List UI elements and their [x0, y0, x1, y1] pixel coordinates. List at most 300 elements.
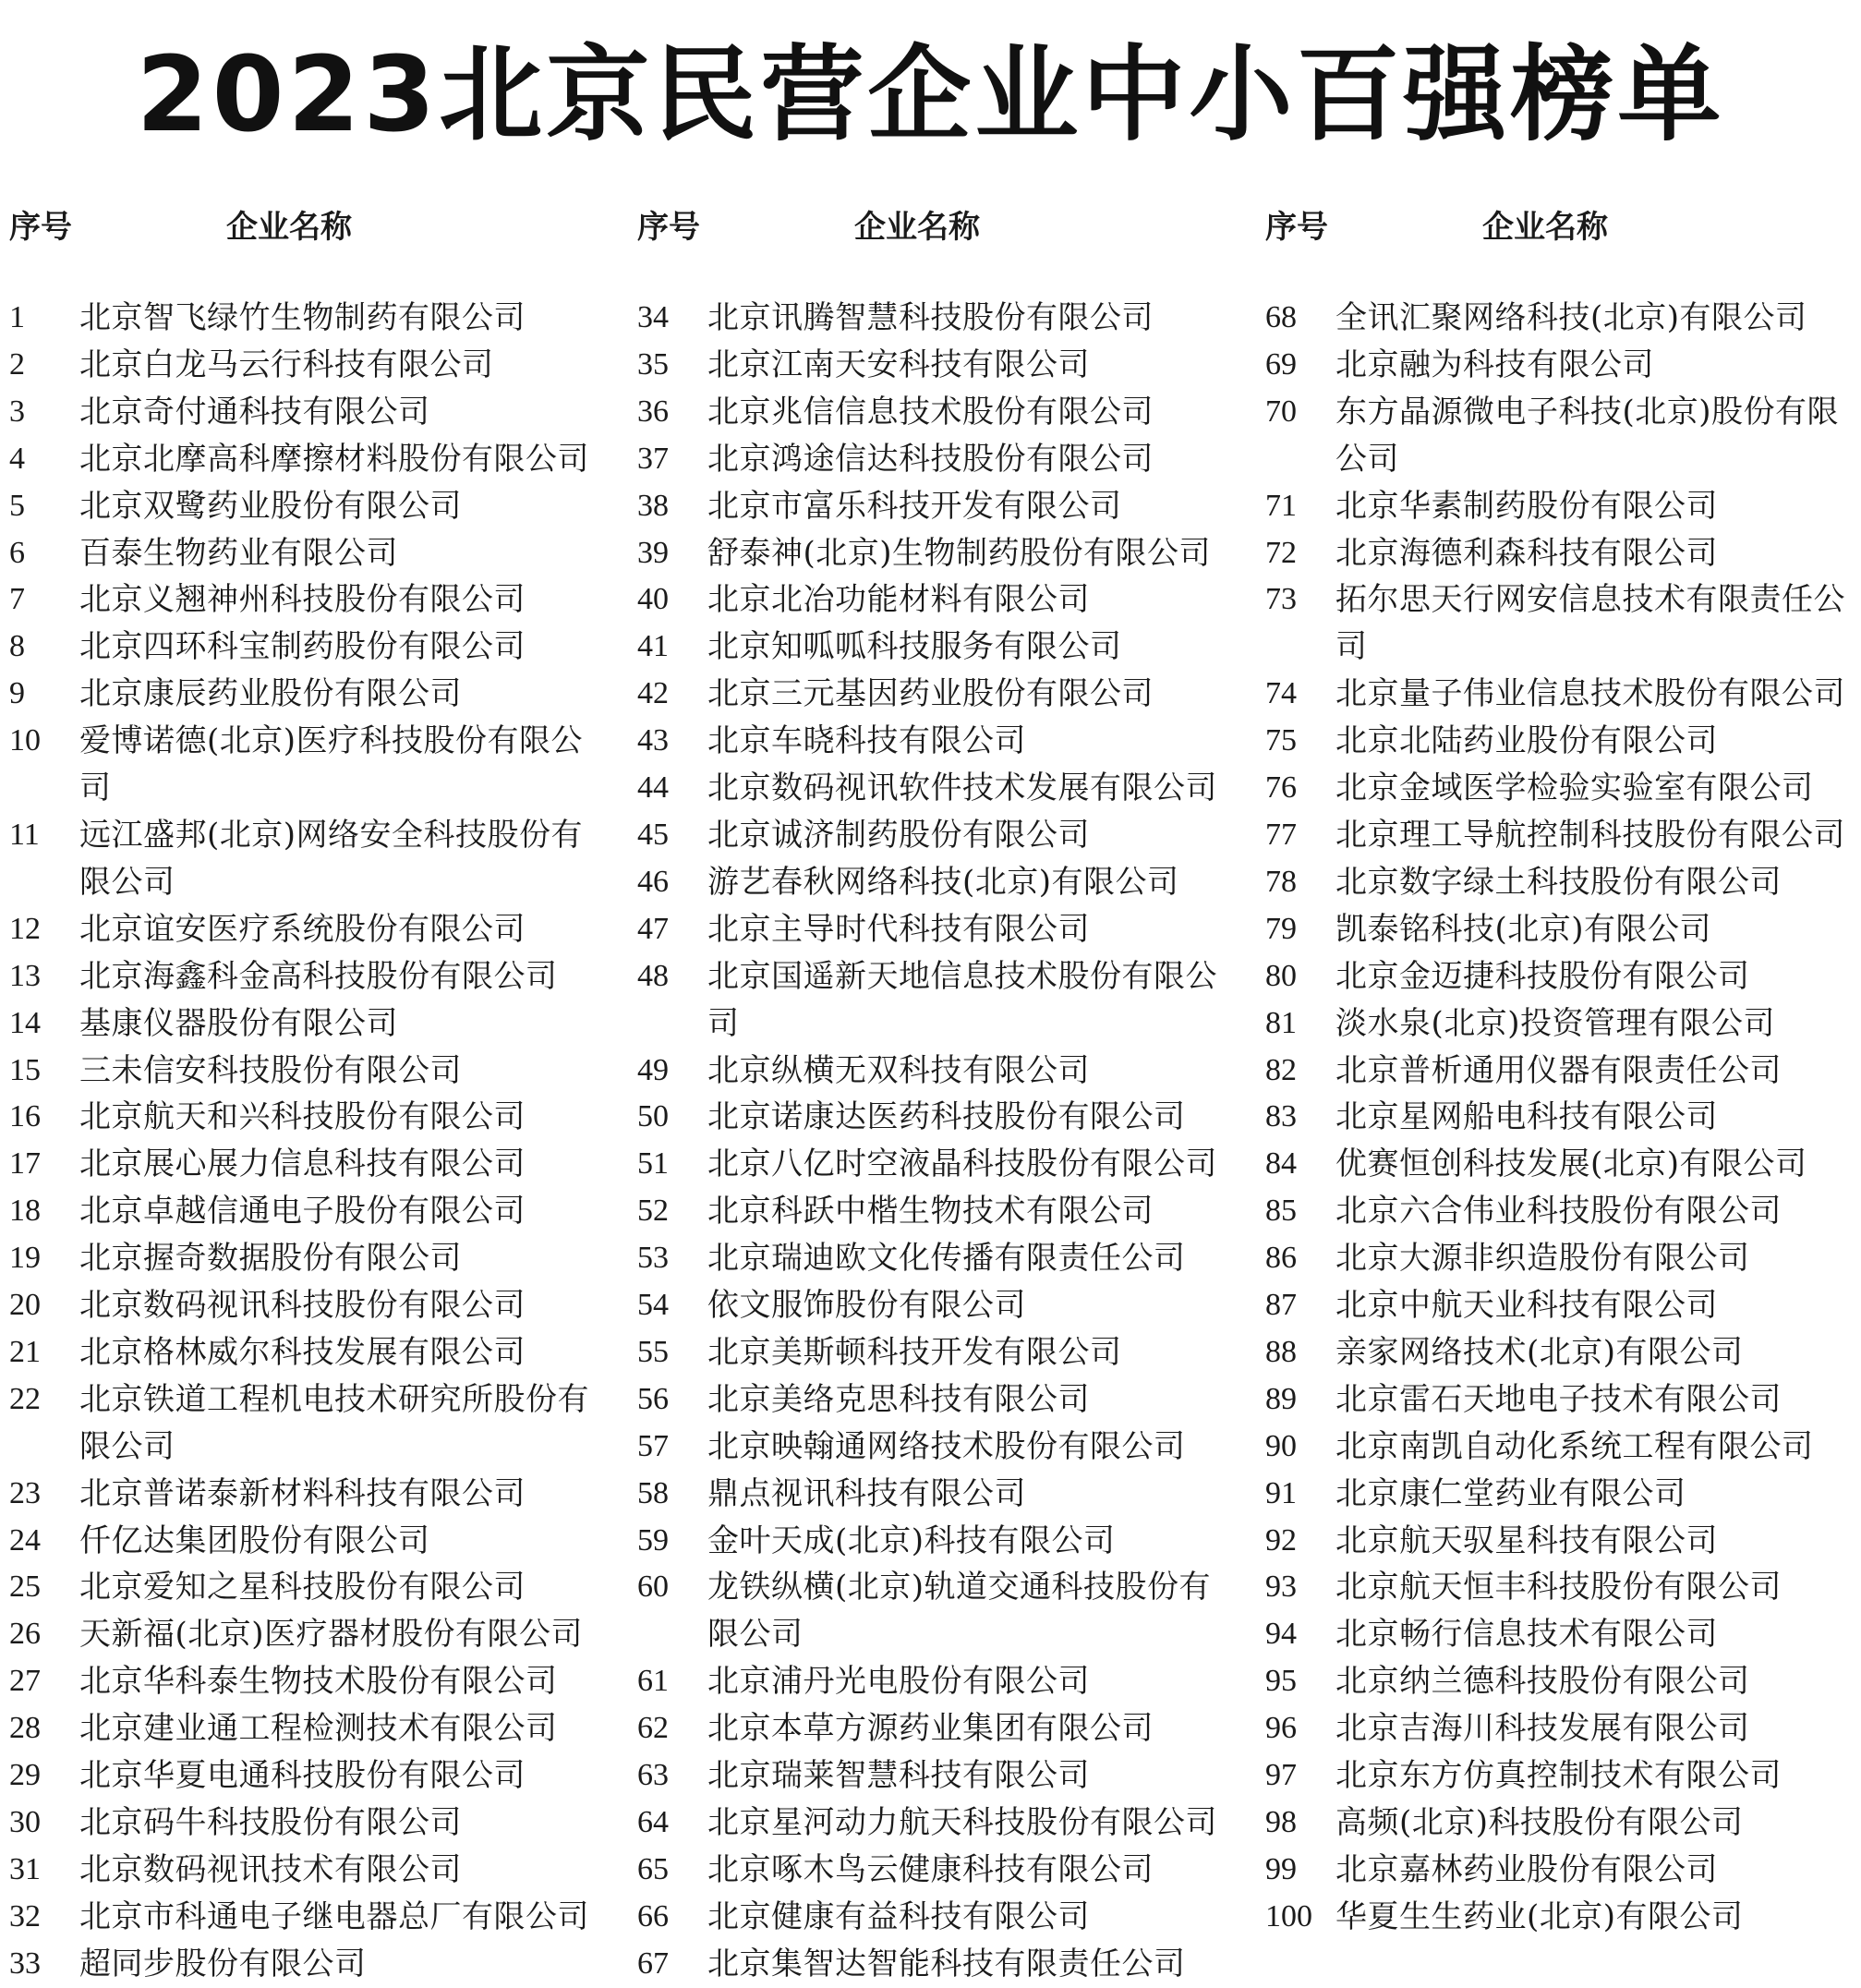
ranking-row: [637, 1282, 1228, 1329]
company-name: 亲家网络技术(北京)有限公司: [1335, 1333, 1744, 1371]
company-name: 北京六合伟业科技股份有限公司: [1335, 1193, 1782, 1230]
rank-number: 49: [637, 1052, 669, 1087]
ranking-row: [1265, 1564, 1856, 1611]
header-company-name: 企业名称: [854, 209, 980, 246]
ranking-row: [1265, 1000, 1856, 1048]
ranking-row: [637, 1894, 1228, 1941]
rank-number: 46: [637, 864, 669, 899]
company-name: 北京量子伟业信息技术股份有限公司: [1335, 675, 1845, 713]
ranking-row: [9, 1564, 600, 1611]
rank-number: 66: [637, 1898, 669, 1933]
company-name: 北京雷石天地电子技术有限公司: [1335, 1380, 1782, 1418]
ranking-row: [1265, 671, 1856, 718]
ranking-column-2: [637, 203, 1228, 1982]
rank-number: 95: [1265, 1664, 1297, 1699]
rank-number: 30: [9, 1805, 41, 1839]
rank-number: 52: [637, 1194, 669, 1229]
ranking-row: [1265, 765, 1856, 812]
company-name: 爱博诺德(北京)医疗科技股份有限公司: [79, 722, 584, 807]
company-name: 北京映翰通网络技术股份有限公司: [707, 1427, 1186, 1465]
ranking-row: [637, 1235, 1228, 1282]
rank-number: 70: [1265, 394, 1297, 429]
rank-number: 22: [9, 1381, 41, 1416]
company-name: 北京本草方源药业集团有限公司: [707, 1710, 1154, 1748]
rank-number: 32: [9, 1898, 41, 1933]
ranking-row: [9, 1611, 600, 1658]
rank-number: 41: [637, 629, 669, 664]
rank-number: 83: [1265, 1099, 1297, 1134]
company-name: 北京大源非织造股份有限公司: [1335, 1240, 1750, 1278]
header-serial-number: 序号: [9, 209, 72, 246]
company-name: 北京航天恒丰科技股份有限公司: [1335, 1569, 1782, 1606]
ranking-row: [637, 1705, 1228, 1752]
rank-number: 33: [9, 1946, 41, 1981]
ranking-row: [9, 1329, 600, 1376]
header-serial-number: 序号: [637, 209, 700, 246]
rank-number: 100: [1265, 1898, 1312, 1933]
company-name: 北京星网船电科技有限公司: [1335, 1098, 1718, 1136]
rank-number: 99: [1265, 1851, 1297, 1886]
rank-number: 8: [9, 629, 25, 664]
rank-number: 67: [637, 1946, 669, 1981]
rank-number: 76: [1265, 770, 1297, 806]
company-name: 东方晶源微电子科技(北京)股份有限公司: [1335, 393, 1840, 478]
ranking-row: [637, 1376, 1228, 1424]
rank-number: 96: [1265, 1711, 1297, 1746]
rank-number: 29: [9, 1758, 41, 1793]
rank-number: 35: [637, 346, 669, 382]
company-name: 北京瑞迪欧文化传播有限责任公司: [707, 1240, 1186, 1278]
ranking-row: [9, 953, 600, 1000]
ranking-row: [9, 483, 600, 530]
company-name: 北京纵横无双科技有限公司: [707, 1051, 1090, 1089]
rank-number: 77: [1265, 817, 1297, 852]
company-name: 仟亿达集团股份有限公司: [79, 1521, 430, 1559]
company-name: 基康仪器股份有限公司: [79, 1004, 398, 1042]
company-name: 北京普诺泰新材料科技有限公司: [79, 1474, 526, 1512]
ranking-row: [9, 1141, 600, 1188]
rank-number: 31: [9, 1851, 41, 1886]
company-name: 北京康辰药业股份有限公司: [79, 675, 462, 713]
header-company-name: 企业名称: [226, 209, 352, 246]
company-name: 北京华夏电通科技股份有限公司: [79, 1757, 526, 1795]
company-name: 北京市富乐科技开发有限公司: [707, 487, 1122, 525]
company-name: 依文服饰股份有限公司: [707, 1287, 1026, 1325]
company-name: 北京展心展力信息科技有限公司: [79, 1146, 526, 1183]
rank-number: 26: [9, 1617, 41, 1652]
ranking-row: [1265, 1800, 1856, 1847]
rank-number: 25: [9, 1570, 41, 1605]
ranking-row: [1265, 342, 1856, 389]
company-name: 北京健康有益科技有限公司: [707, 1897, 1090, 1935]
rank-number: 3: [9, 394, 25, 429]
ranking-row: [637, 718, 1228, 765]
company-name: 北京航天驭星科技有限公司: [1335, 1521, 1718, 1559]
company-name: 华夏生生药业(北京)有限公司: [1335, 1897, 1744, 1935]
ranking-column-1: [9, 203, 600, 1982]
ranking-row: [1265, 1282, 1856, 1329]
ranking-row: [9, 1000, 600, 1048]
rank-number: 21: [9, 1334, 41, 1369]
company-name: 北京握奇数据股份有限公司: [79, 1240, 462, 1278]
company-name: 北京华科泰生物技术股份有限公司: [79, 1663, 558, 1701]
ranking-row: [637, 1518, 1228, 1565]
ranking-row: [637, 483, 1228, 530]
rank-number: 2: [9, 346, 25, 382]
company-name: 北京星河动力航天科技股份有限公司: [707, 1804, 1217, 1841]
ranking-row: [9, 530, 600, 577]
company-name: 超同步股份有限公司: [79, 1945, 367, 1982]
company-name: 北京八亿时空液晶科技股份有限公司: [707, 1146, 1217, 1183]
company-name: 北京码牛科技股份有限公司: [79, 1804, 462, 1841]
company-name: 北京鸿途信达科技股份有限公司: [707, 440, 1154, 478]
company-name: 北京奇付通科技有限公司: [79, 393, 430, 430]
ranking-row: [9, 1048, 600, 1095]
company-name: 北京北冶功能材料有限公司: [707, 581, 1090, 619]
rank-number: 71: [1265, 488, 1297, 523]
rank-number: 19: [9, 1241, 41, 1276]
ranking-row: [1265, 389, 1856, 483]
column-header: [637, 203, 1228, 251]
rank-number: 79: [1265, 911, 1297, 946]
rank-number: 84: [1265, 1146, 1297, 1182]
rank-number: 87: [1265, 1288, 1297, 1323]
company-name: 北京科跃中楷生物技术有限公司: [707, 1193, 1154, 1230]
company-name: 北京主导时代科技有限公司: [707, 910, 1090, 948]
rank-number: 42: [637, 676, 669, 711]
ranking-row: [1265, 859, 1856, 906]
rank-number: 54: [637, 1288, 669, 1323]
ranking-row: [1265, 953, 1856, 1000]
ranking-row: [9, 812, 600, 906]
company-name: 优赛恒创科技发展(北京)有限公司: [1335, 1146, 1807, 1183]
company-name: 北京江南天安科技有限公司: [707, 345, 1090, 383]
ranking-row: [9, 718, 600, 812]
ranking-row: [1265, 1471, 1856, 1518]
ranking-row: [1265, 1847, 1856, 1894]
company-name: 北京义翘神州科技股份有限公司: [79, 581, 526, 619]
ranking-row: [9, 1800, 600, 1847]
ranking-row: [637, 1752, 1228, 1800]
company-name: 三未信安科技股份有限公司: [79, 1051, 462, 1089]
ranking-row: [637, 530, 1228, 577]
rank-number: 59: [637, 1522, 669, 1558]
rank-number: 92: [1265, 1522, 1297, 1558]
company-name: 北京啄木鸟云健康科技有限公司: [707, 1850, 1154, 1888]
ranking-row: [1265, 295, 1856, 342]
ranking-row: [637, 1329, 1228, 1376]
company-name: 北京格林威尔科技发展有限公司: [79, 1333, 526, 1371]
ranking-row: [637, 436, 1228, 483]
ranking-row: [637, 953, 1228, 1048]
rank-number: 17: [9, 1146, 41, 1182]
ranking-row: [1265, 1094, 1856, 1141]
ranking-row: [1265, 1518, 1856, 1565]
rank-number: 40: [637, 582, 669, 617]
ranking-row: [9, 389, 600, 436]
ranking-row: [1265, 1424, 1856, 1471]
ranking-row: [637, 765, 1228, 812]
rank-number: 86: [1265, 1241, 1297, 1276]
rank-number: 24: [9, 1522, 41, 1558]
ranking-row: [9, 295, 600, 342]
column-header: [1265, 203, 1856, 251]
rank-number: 4: [9, 441, 25, 476]
rank-number: 56: [637, 1381, 669, 1416]
company-name: 北京兆信信息技术股份有限公司: [707, 393, 1154, 430]
ranking-row: [1265, 1705, 1856, 1752]
ranking-row: [9, 1941, 600, 1988]
ranking-row: [1265, 483, 1856, 530]
ranking-row: [1265, 1658, 1856, 1705]
rank-number: 63: [637, 1758, 669, 1793]
company-name: 百泰生物药业有限公司: [79, 534, 398, 572]
rank-number: 58: [637, 1475, 669, 1510]
header-serial-number: 序号: [1265, 209, 1328, 246]
ranking-row: [9, 1705, 600, 1752]
rank-number: 78: [1265, 864, 1297, 899]
company-name: 北京金迈捷科技股份有限公司: [1335, 957, 1750, 995]
company-name: 鼎点视讯科技有限公司: [707, 1474, 1026, 1512]
company-name: 北京嘉林药业股份有限公司: [1335, 1850, 1718, 1888]
rank-number: 27: [9, 1664, 41, 1699]
company-name: 北京美斯顿科技开发有限公司: [707, 1333, 1122, 1371]
company-name: 凯泰铭科技(北京)有限公司: [1335, 910, 1712, 948]
company-name: 高频(北京)科技股份有限公司: [1335, 1804, 1744, 1841]
ranking-row: [637, 1141, 1228, 1188]
company-name: 北京讯腾智慧科技股份有限公司: [707, 299, 1154, 336]
company-name: 北京白龙马云行科技有限公司: [79, 345, 494, 383]
ranking-row: [637, 295, 1228, 342]
rank-number: 82: [1265, 1052, 1297, 1087]
ranking-row: [637, 576, 1228, 624]
ranking-row: [1265, 906, 1856, 953]
rank-number: 85: [1265, 1194, 1297, 1229]
ranking-row: [1265, 576, 1856, 671]
rank-number: 97: [1265, 1758, 1297, 1793]
company-name: 金叶天成(北京)科技有限公司: [707, 1521, 1116, 1559]
company-name: 北京市科通电子继电器总厂有限公司: [79, 1897, 589, 1935]
rank-number: 81: [1265, 1005, 1297, 1040]
rank-number: 61: [637, 1664, 669, 1699]
ranking-row: [1265, 1894, 1856, 1941]
rank-number: 73: [1265, 582, 1297, 617]
rank-number: 75: [1265, 723, 1297, 758]
company-name: 淡水泉(北京)投资管理有限公司: [1335, 1004, 1776, 1042]
rank-number: 48: [637, 958, 669, 993]
rank-number: 53: [637, 1241, 669, 1276]
rank-number: 65: [637, 1851, 669, 1886]
rank-number: 1: [9, 300, 25, 334]
ranking-row: [9, 1518, 600, 1565]
rank-number: 94: [1265, 1617, 1297, 1652]
company-name: 北京双鹭药业股份有限公司: [79, 487, 462, 525]
ranking-row: [1265, 1235, 1856, 1282]
company-name: 北京畅行信息技术有限公司: [1335, 1616, 1718, 1654]
ranking-row: [637, 1188, 1228, 1235]
rank-number: 55: [637, 1334, 669, 1369]
ranking-row: [637, 1094, 1228, 1141]
ranking-row: [637, 1658, 1228, 1705]
rank-number: 90: [1265, 1428, 1297, 1463]
rank-number: 62: [637, 1711, 669, 1746]
company-name: 北京爱知之星科技股份有限公司: [79, 1569, 526, 1606]
company-name: 北京中航天业科技有限公司: [1335, 1287, 1718, 1325]
rank-number: 74: [1265, 676, 1297, 711]
ranking-row: [637, 1471, 1228, 1518]
company-name: 北京数码视讯软件技术发展有限公司: [707, 770, 1217, 807]
ranking-row: [9, 1847, 600, 1894]
rank-number: 6: [9, 535, 25, 570]
company-name: 北京浦丹光电股份有限公司: [707, 1663, 1090, 1701]
company-name: 北京诺康达医药科技股份有限公司: [707, 1098, 1186, 1136]
ranking-row: [9, 436, 600, 483]
company-name: 北京诚济制药股份有限公司: [707, 816, 1090, 854]
company-name: 北京知呱呱科技服务有限公司: [707, 628, 1122, 666]
company-name: 北京数码视讯科技股份有限公司: [79, 1287, 526, 1325]
rank-number: 11: [9, 817, 40, 852]
ranking-row: [1265, 1329, 1856, 1376]
ranking-row: [637, 1800, 1228, 1847]
ranking-row: [9, 342, 600, 389]
rank-number: 68: [1265, 300, 1297, 334]
ranking-row: [637, 342, 1228, 389]
rank-number: 64: [637, 1805, 669, 1839]
rank-number: 15: [9, 1052, 41, 1087]
rank-number: 43: [637, 723, 669, 758]
company-name: 游艺春秋网络科技(北京)有限公司: [707, 863, 1179, 901]
ranking-column-3: [1265, 203, 1856, 1935]
ranking-row: [1265, 530, 1856, 577]
rank-number: 5: [9, 488, 25, 523]
rank-number: 93: [1265, 1570, 1297, 1605]
rank-number: 23: [9, 1475, 41, 1510]
ranking-row: [1265, 1376, 1856, 1424]
company-name: 舒泰神(北京)生物制药股份有限公司: [707, 534, 1212, 572]
company-name: 北京华素制药股份有限公司: [1335, 487, 1718, 525]
company-name: 北京理工导航控制科技股份有限公司: [1335, 816, 1845, 854]
company-name: 北京南凯自动化系统工程有限公司: [1335, 1427, 1814, 1465]
rank-number: 44: [637, 770, 669, 806]
rank-number: 38: [637, 488, 669, 523]
ranking-list: [637, 295, 1228, 1988]
company-name: 北京国遥新天地信息技术股份有限公司: [707, 957, 1217, 1042]
rank-number: 10: [9, 723, 41, 758]
ranking-row: [637, 1941, 1228, 1988]
ranking-row: [637, 389, 1228, 436]
ranking-row: [1265, 1141, 1856, 1188]
rank-number: 51: [637, 1146, 669, 1182]
rank-number: 98: [1265, 1805, 1297, 1839]
rank-number: 57: [637, 1428, 669, 1463]
company-name: 北京卓越信通电子股份有限公司: [79, 1193, 526, 1230]
ranking-row: [9, 1376, 600, 1471]
ranking-row: [1265, 718, 1856, 765]
ranking-row: [9, 1188, 600, 1235]
company-name: 远江盛邦(北京)网络安全科技股份有限公司: [79, 816, 584, 901]
company-name: 北京集智达智能科技有限责任公司: [707, 1945, 1186, 1982]
company-name: 北京东方仿真控制技术有限公司: [1335, 1757, 1782, 1795]
ranking-row: [637, 859, 1228, 906]
ranking-row: [637, 1048, 1228, 1095]
rank-number: 88: [1265, 1334, 1297, 1369]
company-name: 北京航天和兴科技股份有限公司: [79, 1098, 526, 1136]
company-name: 北京车晓科技有限公司: [707, 722, 1026, 760]
company-name: 北京谊安医疗系统股份有限公司: [79, 910, 526, 948]
company-name: 北京美络克思科技有限公司: [707, 1380, 1090, 1418]
rank-number: 16: [9, 1099, 41, 1134]
company-name: 拓尔思天行网安信息技术有限责任公司: [1335, 581, 1845, 666]
rank-number: 72: [1265, 535, 1297, 570]
rank-number: 12: [9, 911, 41, 946]
company-name: 北京瑞莱智慧科技有限公司: [707, 1757, 1090, 1795]
rank-number: 80: [1265, 958, 1297, 993]
company-name: 北京吉海川科技发展有限公司: [1335, 1710, 1750, 1748]
rank-number: 89: [1265, 1381, 1297, 1416]
ranking-row: [637, 1424, 1228, 1471]
company-name: 北京普析通用仪器有限责任公司: [1335, 1051, 1782, 1089]
rank-number: 13: [9, 958, 41, 993]
company-name: 北京海鑫科金高科技股份有限公司: [79, 957, 558, 995]
rank-number: 18: [9, 1194, 41, 1229]
ranking-row: [9, 1894, 600, 1941]
company-name: 北京北陆药业股份有限公司: [1335, 722, 1718, 760]
ranking-row: [637, 1847, 1228, 1894]
column-header: [9, 203, 600, 251]
company-name: 天新福(北京)医疗器材股份有限公司: [79, 1616, 584, 1654]
ranking-row: [1265, 1188, 1856, 1235]
ranking-row: [637, 671, 1228, 718]
ranking-row: [637, 1564, 1228, 1658]
ranking-row: [1265, 1611, 1856, 1658]
ranking-row: [637, 906, 1228, 953]
ranking-row: [9, 1471, 600, 1518]
rank-number: 7: [9, 582, 25, 617]
ranking-row: [1265, 812, 1856, 859]
ranking-row: [1265, 1752, 1856, 1800]
rank-number: 47: [637, 911, 669, 946]
ranking-row: [1265, 1048, 1856, 1095]
rank-number: 39: [637, 535, 669, 570]
ranking-row: [9, 1752, 600, 1800]
page-title: 2023北京民营企业中小百强榜单: [136, 35, 1725, 155]
company-name: 北京四环科宝制药股份有限公司: [79, 628, 526, 666]
company-name: 北京纳兰德科技股份有限公司: [1335, 1663, 1750, 1701]
ranking-row: [9, 671, 600, 718]
rank-number: 50: [637, 1099, 669, 1134]
ranking-row: [9, 1658, 600, 1705]
ranking-row: [9, 906, 600, 953]
rank-number: 91: [1265, 1475, 1297, 1510]
company-name: 北京智飞绿竹生物制药有限公司: [79, 299, 526, 336]
rank-number: 45: [637, 817, 669, 852]
company-name: 北京铁道工程机电技术研究所股份有限公司: [79, 1380, 589, 1465]
ranking-row: [9, 624, 600, 671]
company-name: 北京金域医学检验实验室有限公司: [1335, 770, 1814, 807]
header-company-name: 企业名称: [1482, 209, 1608, 246]
company-name: 全讯汇聚网络科技(北京)有限公司: [1335, 299, 1807, 336]
rank-number: 37: [637, 441, 669, 476]
ranking-row: [637, 624, 1228, 671]
ranking-row: [9, 576, 600, 624]
company-name: 北京北摩高科摩擦材料股份有限公司: [79, 440, 589, 478]
company-name: 北京数码视讯技术有限公司: [79, 1850, 462, 1888]
company-name: 北京融为科技有限公司: [1335, 345, 1654, 383]
rank-number: 28: [9, 1711, 41, 1746]
ranking-row: [9, 1094, 600, 1141]
company-name: 北京数字绿土科技股份有限公司: [1335, 863, 1782, 901]
ranking-list: [9, 295, 600, 1988]
